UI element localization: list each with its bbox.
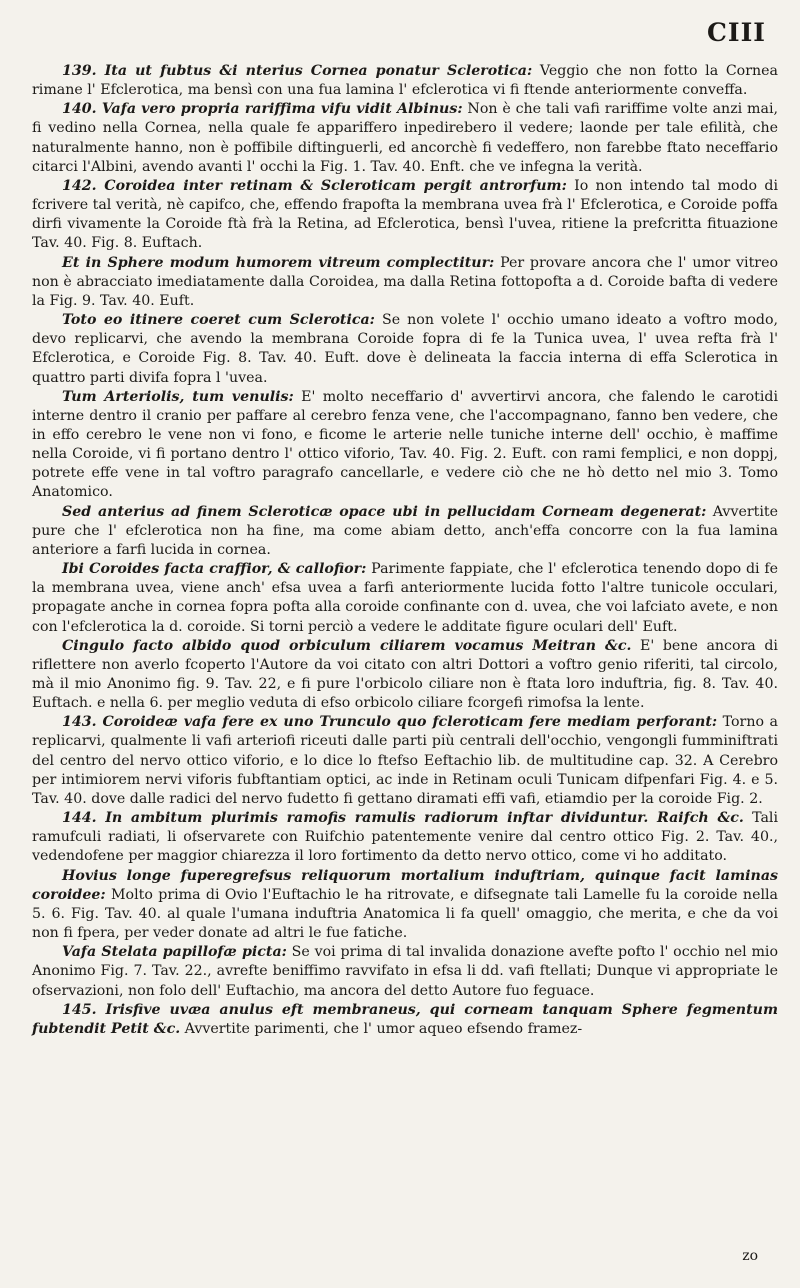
paragraph-lead: 145. Irisfive uvæa anulus eft membraneus, qui corneam tanquam Sphere fegmentum fubtendit Petit &c. — [32, 1001, 778, 1037]
paragraph — [32, 1001, 778, 1039]
paragraph — [32, 100, 778, 177]
paragraph — [32, 311, 778, 388]
paragraph-lead: 143. Coroideæ vafa fere ex uno Trunculo quo fcleroticam fere mediam perforant: — [62, 714, 718, 731]
paragraph — [32, 867, 778, 944]
paragraph-lead: Vafa Stelata papillofæ picta: — [62, 944, 287, 961]
text-block — [32, 62, 778, 1039]
paragraph — [32, 254, 778, 311]
paragraph-lead: Hovius longe fuperegrefsus reliquorum mortalium induftriam, quinque facit laminas coroidee: — [32, 867, 778, 903]
paragraph-lead: Cingulo facto albido quod orbiculum ciliarem vocamus Meitran &c. — [62, 637, 632, 654]
paragraph-body: Torno a replicarvi, qualmente li vafi arteriofi riceuti dalle parti più centrali dell'occhio, vengongli fumminiftrati del centro del nervo ottico viforio, e lo dice lo ftefso Eeftachio lib. de multitudine cap. 32. A Cerebro per intimiorem nervi viforis fubftantiam optici, ac inde in Retinam oculi Tunicam difpenfari Fig. 4. e 5. Tav. 40. dove dalle radici del nervo fudetto fi gettano diramati effi vafi, etiamdio per la coroide Fig. 2. — [32, 714, 778, 807]
paragraph-lead: 144. In ambitum plurimis ramofis ramulis radiorum inftar dividuntur. Raifch &c. — [62, 810, 744, 827]
paragraph-lead: 140. Vafa vero propria rariffima vifu vidit Albinus: — [62, 101, 463, 118]
paragraph-body: Se voi prima di tal invalida donazione avefte pofto l' occhio nel mio Anonimo Fig. 7. Tav. 22., avrefte beniffimo ravvifato in efsa li dd. vafi ftellati; Dunque vi appropriate le ofservazioni, non folo dell' Euftachio, ma ancora del detto Autore fuo feguace. — [32, 944, 778, 999]
paragraph — [32, 503, 778, 560]
paragraph-body: Avvertite parimenti, che l' umor aqueo efsendo framez- — [180, 1020, 583, 1037]
paragraph — [32, 177, 778, 254]
paragraph-body: Parimente fappiate, che l' efclerotica tenendo dopo di fe la membrana uvea, viene anch' efsa uvea a farfi anteriormente lucida fotto l'altre tunicole occulari, propagate anche in cornea fopra pofta alla coroide confinante con d. uvea, che voi lafciato avete, e non con l'efclerotica la d. coroide. Si torni perciò a vedere le additate figure oculari dell' Euft. — [32, 561, 778, 635]
paragraph — [32, 943, 778, 1000]
page-number: CIII — [707, 18, 766, 47]
paragraph-lead: 139. Ita ut fubtus &i nterius Cornea ponatur Sclerotica: — [62, 63, 533, 79]
catchword: zo — [742, 1248, 758, 1264]
paragraph-body: Per provare ancora che l' umor vitreo non è abracciato imediatamente dalla Coroidea, ma dalla Retina fottopofta a d. Coroide bafta di vedere la Fig. 9. Tav. 40. Euft. — [32, 254, 779, 309]
paragraph — [32, 637, 778, 714]
paragraph-body: Avvertite pure che l' efclerotica non ha fine, ma come abiam detto, anch'effa concorre con la fua lamina anteriore a farfi lucida in cornea. — [32, 503, 778, 558]
paragraph-lead: Toto eo itinere coeret cum Sclerotica: — [62, 312, 375, 329]
paragraph — [32, 713, 778, 809]
paragraph — [32, 62, 778, 100]
paragraph-body: Molto prima di Ovio l'Euftachio le ha ritrovate, e difsegnate tali Lamelle fu la coroide nella 5. 6. Fig. Tav. 40. al quale l'umana induftria Anatomica li fa quell' omaggio, che merita, e che da voi non fi fpera, per veder donate ad altri le fue fatiche. — [32, 886, 778, 942]
paragraph-body: E' bene ancora di riflettere non averlo fcoperto l'Autore da voi citato con altri Dottori a voftro genio riferiti, tal circolo, mà il mio Anonimo fig. 9. Tav. 22, e fi pure l'orbicolo ciliare non è ftata loro induftria, fig. 8. Tav. 40. Euftach. e nella 6. per meglio veduta di efso orbicolo ciliare fcorgefi rimofsa la lente. — [32, 637, 778, 712]
paragraph-lead: Sed anterius ad finem Scleroticæ opace ubi in pellucidam Corneam degenerat: — [62, 503, 707, 520]
paragraph-lead: 142. Coroidea inter retinam & Scleroticam pergit antrorfum: — [62, 177, 567, 194]
paragraph-body: Io non intendo tal modo di fcrivere tal verità, nè capifco, che, effendo frapofta la membrana uvea frà l' Efclerotica, e Coroide poffa dirfi vivamente la Coroide ftà frà la Retina, ad Efclerotica, bensì l'uvea, ritiene la prefcritta fituazione Tav. 40. Fig. 8. Euftach. — [32, 177, 778, 252]
paragraph — [32, 560, 778, 637]
paragraph — [32, 809, 778, 866]
paragraph-body: E' molto neceffario d' avvertirvi ancora, che falendo le carotidi interne dentro il cranio per paffare al cerebro fenza vene, che l'accompagnano, fanno ben vedere, che in effo cerebro le vene non vi fono, e ficome le arterie nelle tuniche interne dell' occhio, è maffime nella Coroide, vi fi portano dentro l' ottico viforio, Tav. 40. Fig. 2. Euft. con rami femplici, e non doppj, potrete effe vene in tal voftro paragrafo cancellarle, e vedere ciò che ne hò detto nel mio 3. Tomo Anatomico. — [32, 388, 778, 501]
paragraph-body: Se non volete l' occhio umano ideato a voftro modo, devo replicarvi, che avendo la membrana Coroide fopra di fe la Tunica uvea, l' uvea refta frà l' Efclerotica, e Coroide Fig. 8. Tav. 40. Euft. dove è delineata la faccia interna di effa Sclerotica in quattro parti divifa fopra l 'uvea. — [32, 312, 778, 386]
paragraph-body: Non è che tali vafi rariffime volte anzi mai, fi vedino nella Cornea, nella quale fe appariffero inpedirebero il vedere; laonde per tale efilità, che naturalmente hanno, non è poffibile diftinguerli, ed ancorchè fi vedeffero, non farebbe ftato neceffario citarci l'Albini, avendo avanti l' occhi la Fig. 1. Tav. 40. Enft. che ve infegna la verità. — [32, 101, 778, 175]
paragraph-lead: Et in Sphere modum humorem vitreum complectitur: — [62, 254, 495, 271]
paragraph — [32, 388, 778, 503]
paragraph-body: Tali ramufculi radiati, li ofservarete con Ruifchio patentemente venire dal centro ottico Fig. 2. Tav. 40., vedendofene per maggior chiarezza il loro fortimento da detto nervo ottico, come vi ho additato. — [32, 810, 779, 865]
paragraph-lead: Tum Arteriolis, tum venulis: — [62, 388, 294, 405]
paragraph-body: Veggio che non fotto la Cornea rimane l' Efclerotica, ma bensì con una fua lamina l' efclerotica vi fi ftende anteriormente conveffa. — [32, 63, 779, 99]
paragraph-lead: Ibi Coroides facta craffior, & callofior: — [62, 561, 367, 578]
